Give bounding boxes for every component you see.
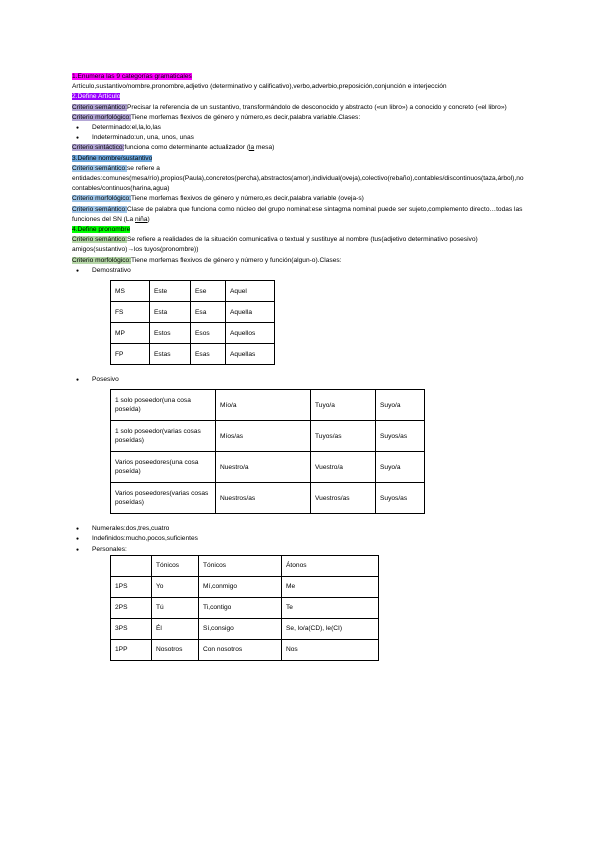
table-row: 2PS Tú Ti,contigo Te (111, 597, 379, 618)
section3-heading: 3.Define nombre/sustantivo (72, 154, 153, 162)
table-row: MS Este Ese Aquel (111, 281, 275, 302)
section2-semantic: Criterio semántico:Precisar la referencia de un sustantivo, transformándolo de desconocido y abstracto («un libro») a conocido y concreto («el libro») (72, 103, 507, 111)
table-row: MP Estos Esos Aquellos (111, 323, 275, 344)
table-row: 3PS Él Sí,consigo Se, lo/a(CD), le(CI) (111, 618, 379, 639)
list-item: ● Numerales:dos,tres,cuatro (92, 524, 532, 534)
posesivo-list (72, 375, 532, 385)
demostrativo-list (72, 266, 532, 276)
list-item: ● Personales: (92, 545, 532, 555)
section2-morph: Criterio morfológico:Tiene morfemas flexivos de género y número,es decir,palabra variable.Clases: (72, 113, 361, 121)
table-row: 1PS Yo Mí,conmigo Me (111, 576, 379, 597)
table-row: Varios poseedores(una cosa poseída) Nuestro/a Vuestro/a Suyo/a (111, 452, 425, 483)
table-row: 1PP Nosotros Con nosotros Nos (111, 639, 379, 660)
list-item: ● Posesivo (92, 375, 532, 385)
section2-syntactic: Criterio sintáctico:funciona como determinante actualizador (la mesa) (72, 144, 275, 152)
section3-semantic-2: Criterio semántico:Clase de palabra que funciona como núcleo del grupo nominal:ese sintagma nominal puede ser sujeto,complemento directo…todas las funciones del SN (La niña) (72, 205, 523, 223)
section3-morph: Criterio morfológico:Tiene morfemas flexivos de género y número,es decir,palabra variable (oveja-s) (72, 195, 364, 203)
table-row: Varios poseedores(varias cosas poseídas) Nuestros/as Vuestros/as Suyos/as (111, 483, 425, 514)
section4-heading: 4.Define pronombre (72, 226, 131, 234)
list-item: ● Demostrativo (92, 266, 532, 276)
list-item: ● Indeterminado:un, una, unos, unas (92, 133, 532, 143)
section3-semantic-entities: entidades:comunes(mesa/río),propios(Paula),concretos(percha),abstractos(amor),individual(oveja),colectivo(rebaño),contables/discontinuos(taza,árbol),no contables/continuos(harina,agua) (72, 175, 524, 193)
list-item: ● Determinado:el,la,lo,las (92, 123, 532, 133)
document-page (72, 72, 532, 661)
table-row: FS Esta Esa Aquella (111, 302, 275, 323)
list-item: ● Indefinidos:mucho,pocos,suficientes (92, 534, 532, 544)
personales-table (110, 555, 379, 661)
other-pronouns-list (72, 524, 532, 555)
table-row: 1 solo poseedor(varias cosas poseídas) Míos/as Tuyos/as Suyos/as (111, 421, 425, 452)
section3-semantic: Criterio semántico:se refiere a (72, 164, 160, 172)
section4-semantic: Criterio semántico:Se refiere a realidades de la situación comunicativa o textual y sustituye al nombre (tus(adjetivo determinativo posesivo) amigos(sustantivo)→los tuyos(pronombre)) (72, 236, 478, 254)
table-header-row: Tónicos Tónicos Átonos (111, 555, 379, 576)
posesivo-table (110, 389, 425, 514)
section1-text: Artículo,sustantivo/nombre,pronombre,adjetivo (determinativo y calificativo),verbo,adverbio,preposición,conjunción e interjección (72, 83, 447, 91)
section4-morph: Criterio morfológico:Tiene morfemas flexivos de género y número y función(algun-o).Clases: (72, 256, 342, 264)
table-row: FP Estas Esas Aquellas (111, 344, 275, 365)
section2-heading: 2.Define Artículo (72, 93, 121, 101)
table-row: 1 solo poseedor(una cosa poseída) Mío/a Tuyo/a Suyo/a (111, 390, 425, 421)
demostrativo-table (110, 280, 275, 365)
section1-heading: 1.Enumera las 9 categorías gramaticales (72, 73, 192, 80)
article-classes-list (72, 123, 532, 143)
